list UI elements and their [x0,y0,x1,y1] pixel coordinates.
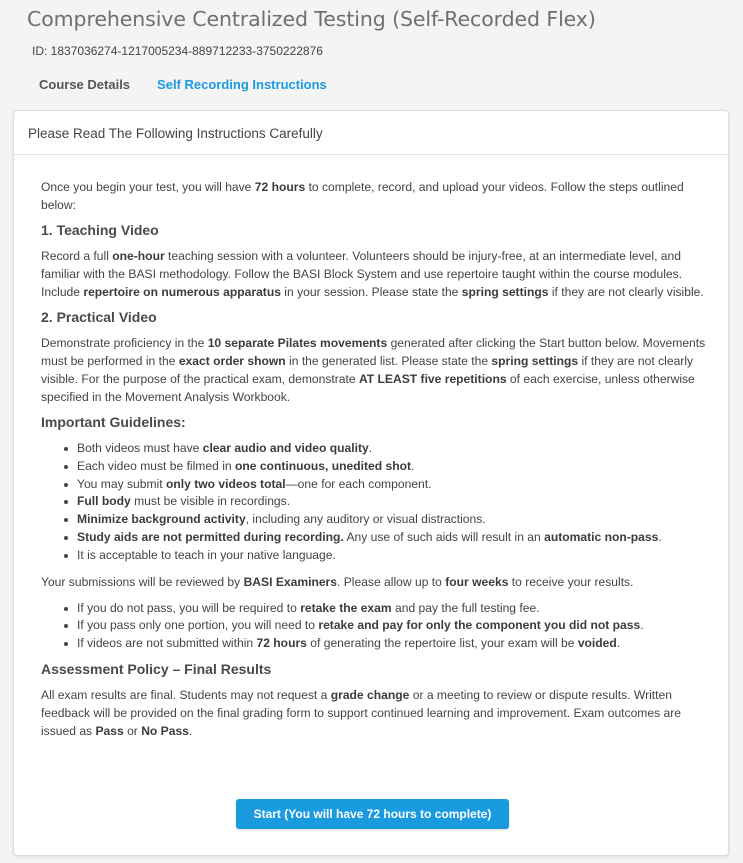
tab-bar [39,77,327,92]
instructions-body [41,178,711,740]
practical-video-heading: 2. Practical Video [41,309,157,325]
teaching-video-paragraph: Record a full one-hour teaching session with a volunteer. Volunteers should be injury-free, at an intermediate level, and familiar with the BASI methodology. Follow the BASI Block System and use repertoire taught within the course modules. Include repertoire on numerous apparatus in your session. Please state the spring settings if they are not clearly visible. [41,249,704,299]
start-test-button[interactable]: Start (You will have 72 hours to complete) [236,799,509,829]
list-item: Full body must be visible in recordings. [77,493,711,511]
page-title: Comprehensive Centralized Testing (Self-Recorded Flex) [27,7,596,31]
list-item: You may submit only two videos total—one for each component. [77,476,711,494]
guidelines-list [41,440,711,565]
list-item: If you pass only one portion, you will need to retake and pay for only the component you did not pass. [77,617,711,635]
tab-course-details[interactable]: Course Details [39,77,131,92]
card-title: Please Read The Following Instructions Carefully [14,111,728,155]
list-item: Study aids are not permitted during recording. Any use of such aids will result in an automatic non-pass. [77,529,711,547]
teaching-video-heading: 1. Teaching Video [41,222,159,238]
tab-self-recording-instructions[interactable]: Self Recording Instructions [157,77,327,92]
list-item: Both videos must have clear audio and video quality. [77,440,711,458]
list-item: Each video must be filmed in one continuous, unedited shot. [77,458,711,476]
practical-video-paragraph: Demonstrate proficiency in the 10 separate Pilates movements generated after clicking the Start button below. Movements must be performed in the exact order shown in the generated list. Please state the spring settings if they are not clearly visible. For the purpose of the practical exam, demonstrate AT LEAST five repetitions of each exercise, unless otherwise specified in the Movement Analysis Workbook. [41,336,706,404]
list-item: It is acceptable to teach in your native language. [77,547,711,565]
guidelines-heading: Important Guidelines: [41,414,186,430]
review-list [41,600,711,653]
list-item: If you do not pass, you will be required to retake the exam and pay the full testing fee. [77,600,711,618]
assessment-policy-paragraph: All exam results are final. Students may not request a grade change or a meeting to review or dispute results. Written feedback will be provided on the final grading form to support continued learning and improvement. Exam outcomes are issued as Pass or No Pass. [41,687,681,738]
intro-paragraph: Once you begin your test, you will have 72 hours to complete, record, and upload your videos. Follow the steps outlined below: [41,180,684,212]
record-id: ID: 1837036274-1217005234-889712233-3750222876 [32,44,323,58]
assessment-policy-heading: Assessment Policy – Final Results [41,660,272,677]
instructions-card [13,110,729,856]
list-item: Minimize background activity, including any auditory or visual distractions. [77,511,711,529]
review-paragraph: Your submissions will be reviewed by BASI Examiners. Please allow up to four weeks to receive your results. [41,574,634,589]
list-item: If videos are not submitted within 72 hours of generating the repertoire list, your exam will be voided. [77,635,711,653]
